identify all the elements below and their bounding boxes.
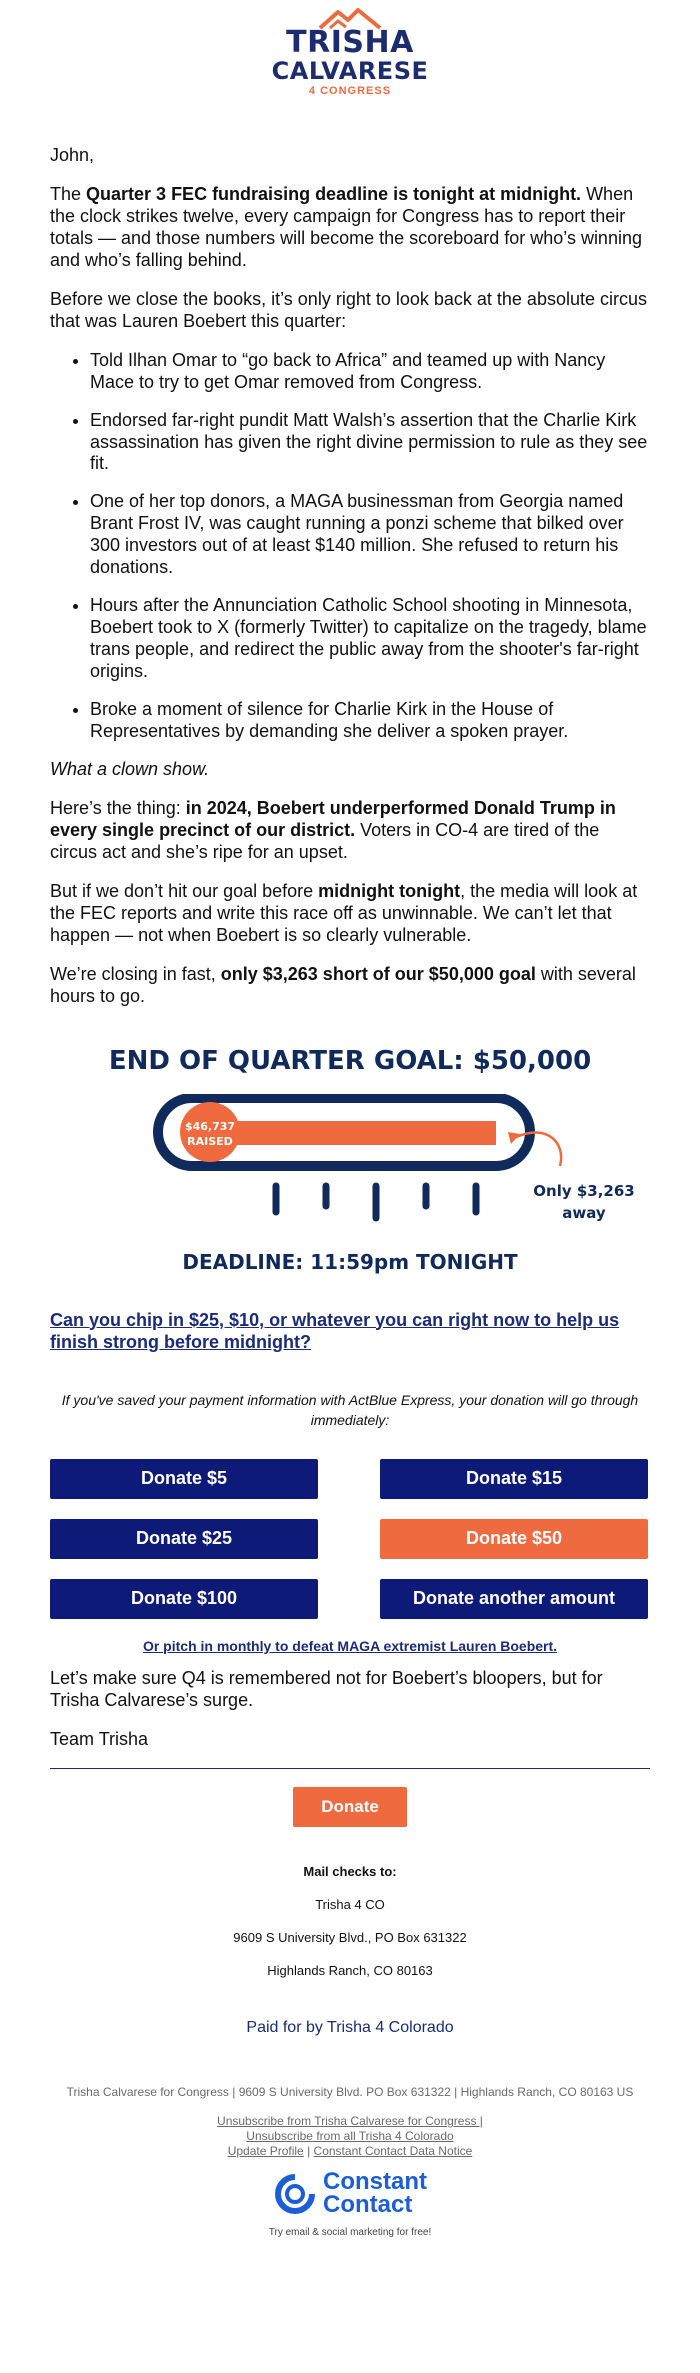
- logo-name-first: TRISHA: [286, 25, 414, 60]
- remaining-line2: away: [562, 1203, 606, 1222]
- deadline-text: DEADLINE: 11:59pm TONIGHT: [182, 1249, 518, 1274]
- paragraph-closing-in: We’re closing in fast, only $3,263 short of our $50,000 goal with several hours to go.: [50, 963, 636, 1006]
- raised-label: RAISED: [187, 1134, 233, 1148]
- list-item: • Endorsed far-right pundit Matt Walsh’s assertion that the Charlie Kirk assassination has given the right divine permission to rule as they see fit.: [90, 410, 650, 476]
- list-item: • Hours after the Annunciation Catholic School shooting in Minnesota, Boebert took to X (formerly Twitter) to capitalize on the tragedy, blame trans people, and redirect the public away from the shooter's far-right origins.: [90, 595, 650, 683]
- goal-title: END OF QUARTER GOAL: $50,000: [108, 1045, 592, 1076]
- monthly-donation-link[interactable]: Or pitch in monthly to defeat MAGA extremist Lauren Boebert.: [142, 1637, 558, 1654]
- footer-divider: [50, 1768, 650, 1769]
- clown-line: What a clown show.: [50, 758, 210, 779]
- raised-amount: $46,737: [184, 1119, 236, 1133]
- constant-contact-tagline: Try email & social marketing for free!: [268, 2226, 432, 2238]
- paragraph-midnight: But if we don’t hit our goal before midnight tonight, the media will look at the FEC reports and write this race off as unwinnable. We can’t let that happen — not when Boebert is so clearly vulnerable.: [50, 880, 638, 945]
- donate-button-grid: [50, 1459, 650, 1619]
- mail-line: 9609 S University Blvd., PO Box 631322: [233, 1929, 467, 1945]
- unsubscribe-campaign-link[interactable]: Unsubscribe from Trisha Calvarese for Congress |: [217, 2114, 483, 2129]
- donate-5-button[interactable]: Donate $5: [50, 1459, 318, 1499]
- donate-other-amount-button[interactable]: Donate another amount: [380, 1579, 648, 1619]
- mail-line: Highlands Ranch, CO 80163: [267, 1962, 433, 1978]
- chip-in-link[interactable]: Can you chip in $25, $10, or whatever you can right now to help us finish strong before midnight?: [50, 1309, 620, 1352]
- constant-contact-logo-icon: [273, 2172, 317, 2216]
- remaining-line1: Only $3,263: [533, 1181, 635, 1200]
- data-notice-link[interactable]: Constant Contact Data Notice: [313, 2144, 473, 2159]
- unsubscribe-block: [0, 2114, 700, 2159]
- mail-line: Trisha 4 CO: [315, 1896, 385, 1912]
- email-body: [0, 145, 700, 1008]
- footer-donate-button[interactable]: Donate: [293, 1787, 407, 1827]
- footer-address: Trisha Calvarese for Congress | 9609 S University Blvd. PO Box 631322 | Highlands Ranch, CO 80163 US: [66, 2084, 634, 2099]
- goal-thermometer: [0, 1094, 700, 1244]
- greeting: John,: [50, 145, 95, 165]
- logo-name-last: CALVARESE: [271, 57, 429, 85]
- link-separator: |: [307, 2144, 311, 2159]
- email-header: [0, 0, 700, 145]
- donate-15-button[interactable]: Donate $15: [380, 1459, 648, 1499]
- thermometer-fill: [220, 1121, 496, 1145]
- paragraph-precinct: Here’s the thing: in 2024, Boebert underperformed Donald Trump in every single precinct of our district. Voters in CO-4 are tired of the circus act and she’s ripe for an upset.: [50, 797, 616, 862]
- closing-section: [0, 1668, 700, 1751]
- paragraph-intro: Before we close the books, it’s only right to look back at the absolute circus that was Lauren Boebert this quarter:: [50, 288, 647, 331]
- signoff: Team Trisha: [50, 1728, 149, 1749]
- donate-100-button[interactable]: Donate $100: [50, 1579, 318, 1619]
- paid-for-disclaimer: Paid for by Trisha 4 Colorado: [246, 2018, 454, 2036]
- campaign-logo: [0, 6, 700, 97]
- logo-tagline: 4 CONGRESS: [308, 85, 392, 97]
- update-profile-link[interactable]: Update Profile: [227, 2144, 304, 2159]
- list-item: • One of her top donors, a MAGA businessman from Georgia named Brant Frost IV, was caught running a ponzi scheme that bilked over 300 investors out of at least $140 million. She refused to return his donations.: [90, 491, 650, 579]
- donate-50-button[interactable]: Donate $50: [380, 1519, 648, 1559]
- constant-contact-wordmark: Constant Contact: [323, 2168, 427, 2218]
- donate-25-button[interactable]: Donate $25: [50, 1519, 318, 1559]
- constant-contact-badge[interactable]: [0, 2168, 700, 2238]
- paragraph-deadline: The Quarter 3 FEC fundraising deadline is tonight at midnight. When the clock strikes twelve, every campaign for Congress has to report their totals — and those numbers will become the scoreboard for who’s winning and who’s falling behind.: [50, 183, 642, 270]
- boebert-list: [50, 350, 650, 743]
- closing-line: Let’s make sure Q4 is remembered not for Boebert’s bloopers, but for Trisha Calvarese’s surge.: [50, 1667, 603, 1710]
- mail-heading: Mail checks to:: [303, 1863, 397, 1879]
- actblue-express-note: If you've saved your payment information with ActBlue Express, your donation will go through immediately:: [61, 1392, 639, 1429]
- unsubscribe-all-link[interactable]: Unsubscribe from all Trisha 4 Colorado: [246, 2129, 454, 2144]
- list-item: • Broke a moment of silence for Charlie Kirk in the House of Representatives by demanding she deliver a spoken prayer.: [90, 699, 650, 743]
- list-item: • Told Ilhan Omar to “go back to Africa” and teamed up with Nancy Mace to try to get Omar removed from Congress.: [90, 350, 650, 394]
- mail-checks-block: [0, 1865, 700, 1977]
